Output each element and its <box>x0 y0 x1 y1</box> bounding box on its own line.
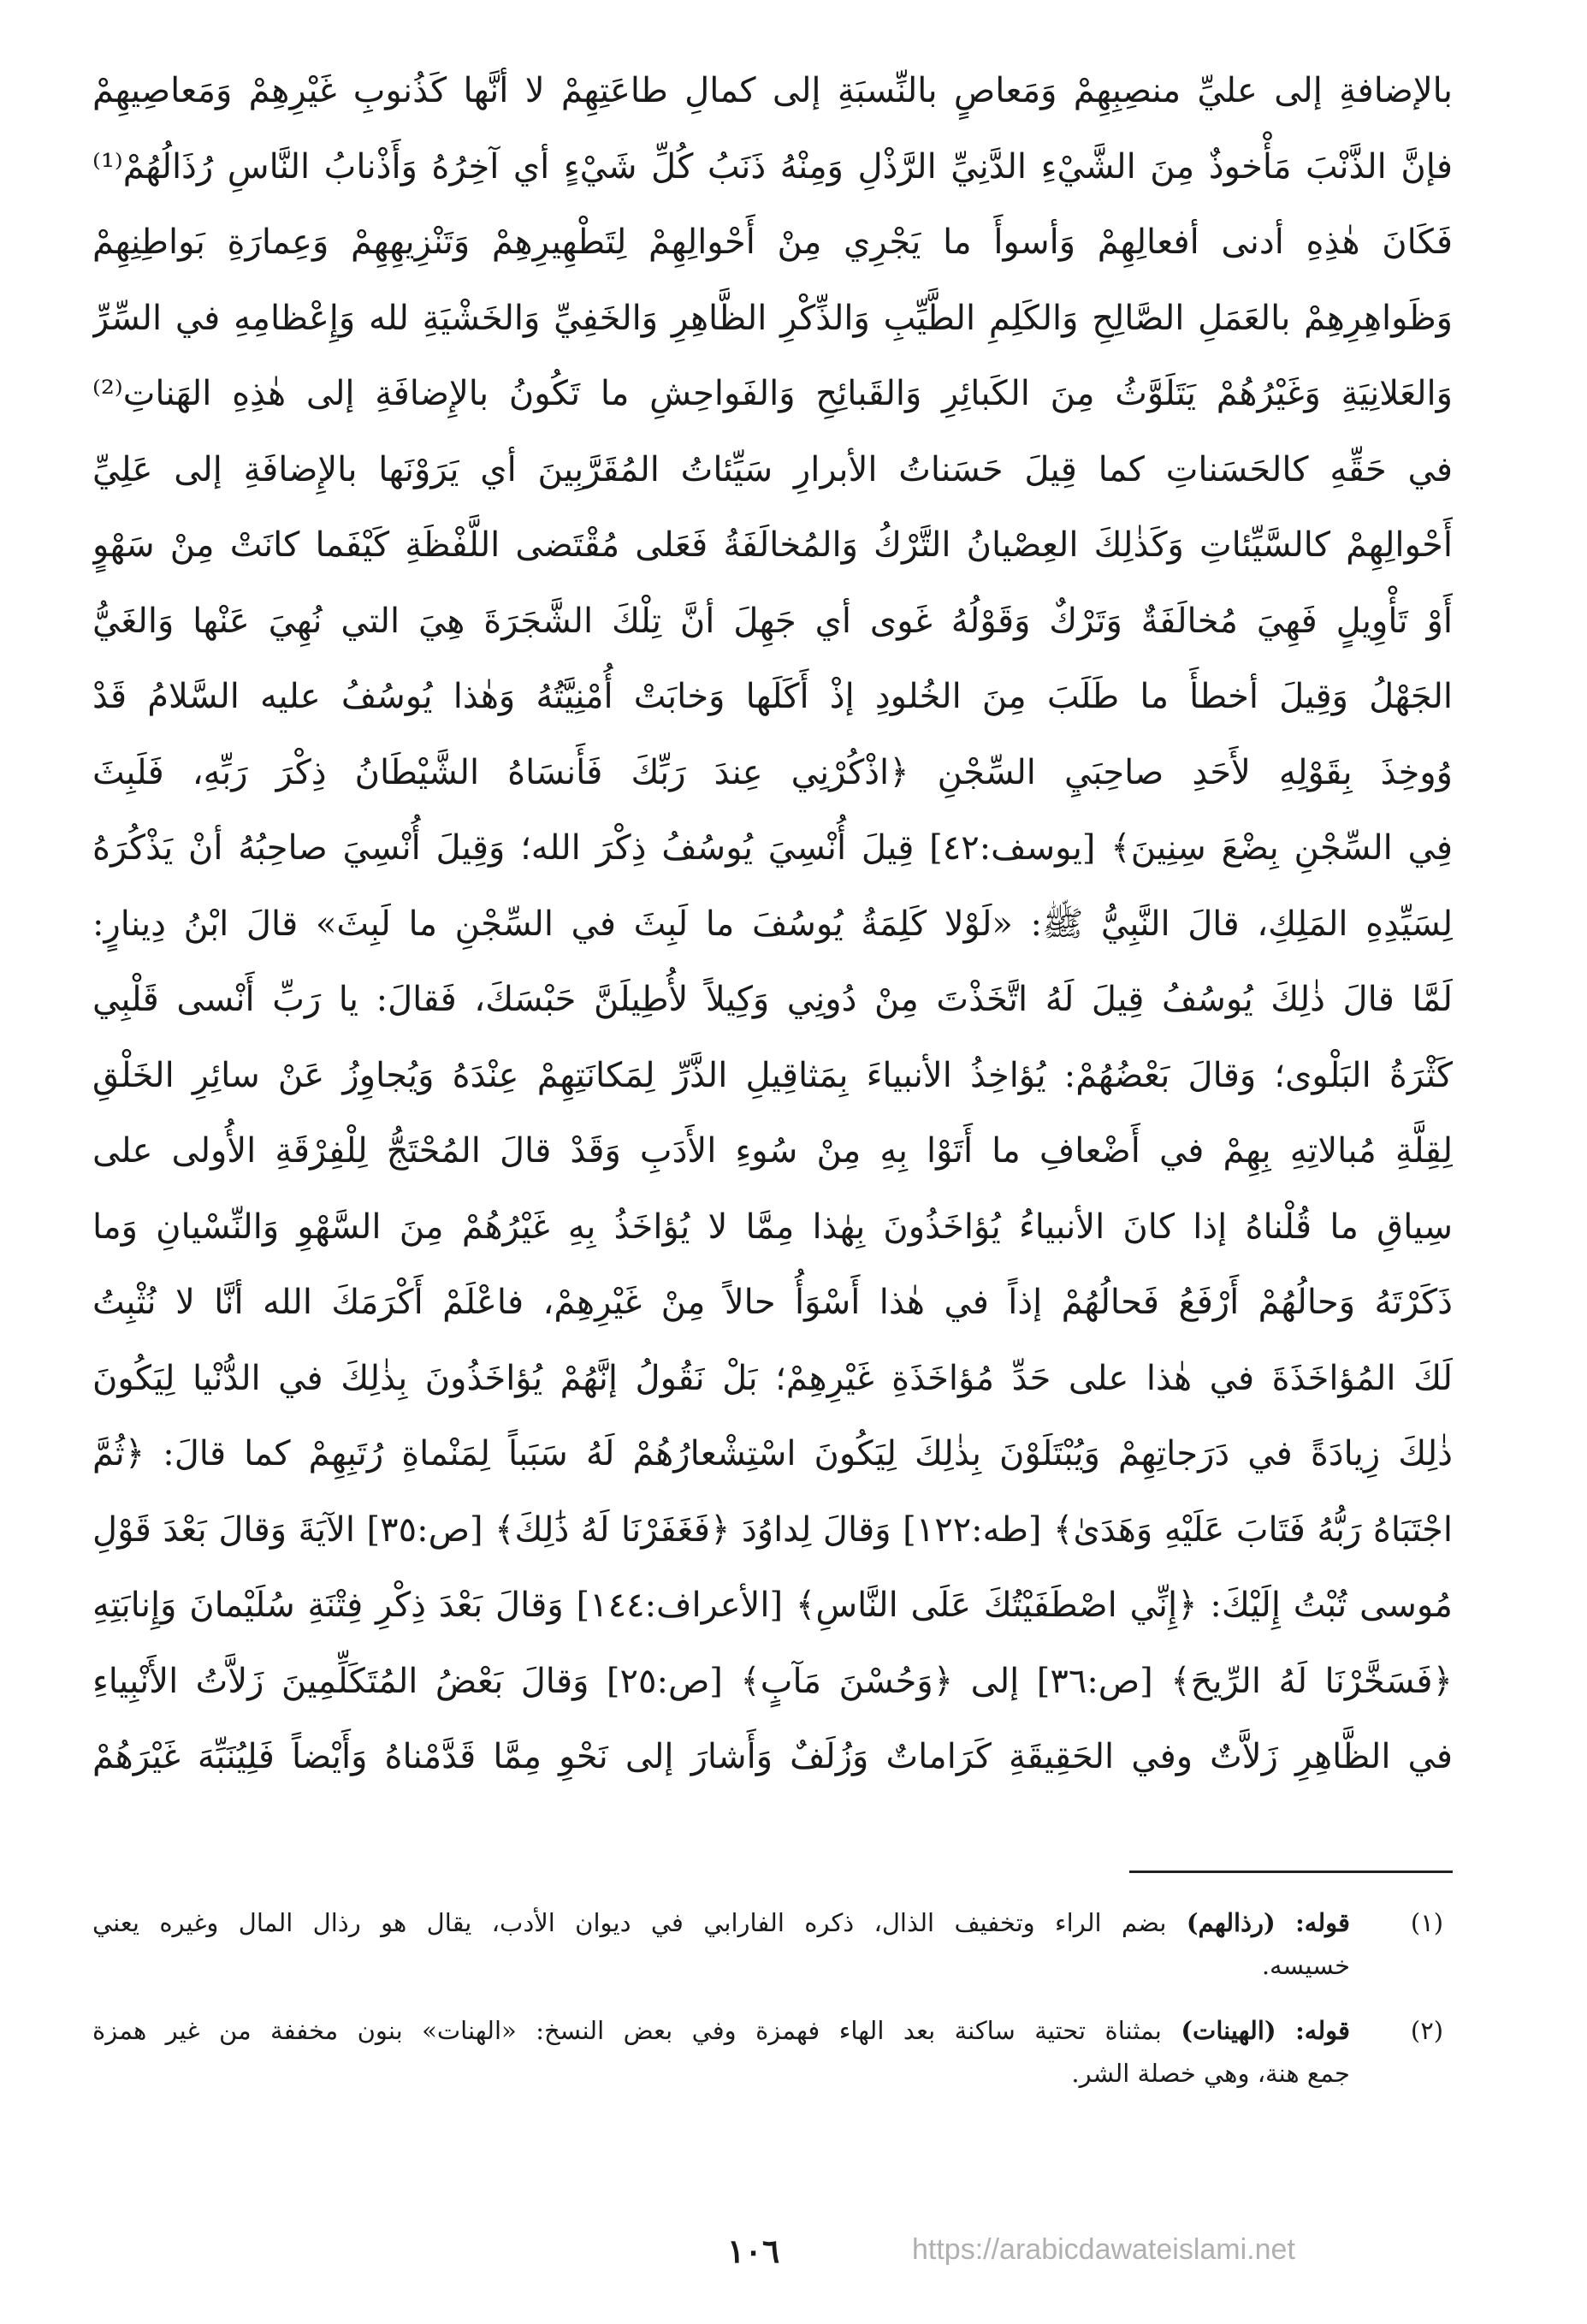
text-line: ذٰلِكَ زِيادَةً في دَرَجاتِهِمْ وَيُبْتَلَوْنَ بِذٰلِكَ لِيَكُونَ اسْتِشْعارُهُمْ لَهُ سَبَباً لِمَنْماةِ رُتَبِهِمْ كما قالَ: ﴿ثُمَّ <box>92 1434 1453 1473</box>
footnote-term: (رذالهم) <box>1186 1908 1276 1937</box>
footnote-label: قوله: <box>1295 2016 1351 2045</box>
footnote-line: خسيسه. <box>1261 1951 1350 1980</box>
page-number: ١٠٦ <box>727 2232 780 2270</box>
footnote-line <box>92 1901 1350 1944</box>
text-line: فَكَانَ هٰذِهِ أدنى أفعالِهِمْ وَأسوأَ ما يَجْرِي مِنْ أَحْوالِهِمْ لِتَطْهِيرِهِمْ وَتَنْزِيهِهِمْ وَعِمارَةِ بَواطِنِهِمْ <box>92 222 1453 262</box>
text-line: أَوْ تَأْوِيلٍ فَهِيَ مُخالَفَةٌ وَتَرْكٌ وَقَوْلُهُ غَوى أي جَهِلَ أنَّ تِلْكَ الشَّجَرَةَ هِيَ التي نُهِيَ عَنْها وَالغَيُّ <box>92 601 1453 641</box>
text-line: أَحْوالِهِمْ كالسَّيِّئاتِ وَكَذٰلِكَ العِصْيانُ التَّرْكُ وَالمُخالَفَةُ فَعَلى مُقْتَضى اللَّفْظَةِ كَيْفَما كانَتْ مِنْ سَهْوٍ <box>92 525 1453 565</box>
text-line: سِياقِ ما قُلْناهُ إذا كانَ الأنبياءُ يُؤاخَذُونَ بِهٰذا مِمَّا لا يُؤاخَذُ بِهِ غَيْرُهُمْ مِنَ السَّهْوِ وَالنِّسْيانِ وَما <box>92 1206 1453 1247</box>
text-line: بالإضافةِ إلى عليِّ منصِبِهِمْ وَمَعاصٍ بالنِّسبَةِ إلى كمالِ طاعَتِهِمْ لا أنَّها كَذُنوبِ غَيْرِهِمْ وَمَعاصِيهِمْ <box>92 71 1453 110</box>
footnote-separator <box>1129 1870 1453 1873</box>
footnotes <box>92 1901 1453 2117</box>
main-text-block <box>92 53 1453 1795</box>
footnote-term: (الهينات) <box>1181 2016 1276 2045</box>
text-line: في الظَّاهِرِ زَلاَّتٌ وفي الحَقِيقَةِ كَرَاماتٌ وَزُلَفٌ وَأَشارَ إلى نَحْوِ مِمَّا قَدَّمْناهُ وَأَيْضاً فَلِيُنَبِّهَ غَيْرَهُمْ <box>92 1737 1453 1776</box>
text-line: لَمَّا قالَ ذٰلِكَ يُوسُفُ قِيلَ لَهُ اتَّخَذْتَ مِنْ دُونِي وَكِيلاً لأُطِيلَنَّ حَبْسَكَ، فَقالَ: يا رَبِّ أَنْسى قَلْبِي <box>92 980 1453 1019</box>
text-line: اجْتَبَاهُ رَبُّهُ فَتَابَ عَلَيْهِ وَهَدَىٰ﴾ [طه:١٢٢] وَقالَ لِداوُدَ ﴿فَغَفَرْنَا لَهُ ذَٰلِكَ﴾ [ص:٣٥] الآيَةَ وَقالَ بَعْدَ قَوْلِ <box>92 1509 1453 1550</box>
text-line: وَالعَلانِيَةِ وَغَيْرُهُمْ يَتَلَوَّثُ مِنَ الكَبائِرِ وَالقَبائِحِ وَالفَواحِشِ ما تَكُونُ بالإِضافَةِ إلى هٰذِهِ الهَناتِ⁽²⁾ <box>92 374 1453 413</box>
text-line: وُوخِذَ بِقَوْلِهِ لأَحَدِ صاحِبَيِ السِّجْنِ ﴿اذْكُرْنِي عِندَ رَبِّكَ فَأَنسَاهُ الشَّيْطَانُ ذِكْرَ رَبِّهِ، فَلَبِثَ <box>92 752 1453 792</box>
footnote-number: (١) <box>1410 1908 1444 1937</box>
text-line: لَكَ المُؤاخَذَةَ في هٰذا على حَدِّ مُؤاخَذَةِ غَيْرِهِمْ؛ بَلْ نَقُولُ إنَّهُمْ يُؤاخَذُونَ بِذٰلِكَ في الدُّنْيا لِيَكُونَ <box>92 1358 1453 1398</box>
text-line: كَثْرَةُ البَلْوى؛ وَقالَ بَعْضُهُمْ: يُؤاخِذُ الأنبياءَ بِمَثاقِيلِ الذَّرِّ لِمَكانَتِهِمْ عِنْدَهُ وَيُجاوِزُ عَنْ سائِرِ الخَلْقِ <box>92 1055 1453 1095</box>
footnote-2 <box>92 2009 1453 2095</box>
footnote-line: جمع هنة، وهي خصلة الشر. <box>1071 2059 1350 2088</box>
text-line: ذَكَرْتَهُ وَحالُهُمْ أَرْفَعُ فَحالُهُمْ إذاً في هٰذا أَسْوَأُ حالاً مِنْ غَيْرِهِمْ، فاعْلَمْ أَكْرَمَكَ الله أنَّا لا نُثْبِتُ <box>92 1283 1453 1322</box>
text-line: وَظَواهِرِهِمْ بالعَمَلِ الصَّالِحِ وَالكَلِمِ الطَّيِّبِ وَالذِّكْرِ الظَّاهِرِ وَالخَفِيِّ وَالخَشْيَةِ لله وَإِعْظامِهِ في السِّرِّ <box>92 298 1453 338</box>
watermark-url: https://arabicdawateislami.net <box>912 2233 1295 2266</box>
footnote-text: بمثناة تحتية ساكنة بعد الهاء فهمزة وفي بعض النسخ: «الهنات» بنون مخففة من غير همزة <box>92 2016 1162 2045</box>
footnote-line <box>92 2009 1350 2052</box>
text-line: لِقِلَّةِ مُبالاتِهِ بِهِمْ في أَضْعافِ ما أَتَوْا بِهِ مِنْ سُوءِ الأَدَبِ وَقَدْ قالَ المُحْتَجُّ لِلْفِرْقَةِ الأُولى على <box>92 1131 1453 1171</box>
text-line: في حَقِّهِ كالحَسَناتِ كما قِيلَ حَسَناتُ الأبرارِ سَيِّئاتُ المُقَرَّبِينَ أي يَرَوْنَها بالإِضافَةِ إلى عَلِيِّ <box>92 449 1453 489</box>
footnote-text: بضم الراء وتخفيف الذال، ذكره الفارابي في ديوان الأدب، يقال هو رذال المال وغيره يعني <box>92 1908 1167 1937</box>
text-line: فإنَّ الذَّنْبَ مَأْخوذٌ مِنَ الشَّيْءِ الدَّنِيِّ الرَّذْلِ وَمِنْهُ ذَنَبُ كُلِّ شَيْءٍ أي آخِرُهُ وَأَذْنابُ النَّاسِ رُذَالُهُمْ⁽¹⁾ <box>92 146 1453 187</box>
text-line: مُوسى تُبْتُ إِلَيْكَ: ﴿إِنِّي اصْطَفَيْتُكَ عَلَى النَّاسِ﴾ [الأعراف:١٤٤] وَقالَ بَعْدَ ذِكْرِ فِتْنَةِ سُلَيْمانَ وَإِنابَتِهِ <box>92 1586 1453 1625</box>
text-line: فِي السِّجْنِ بِضْعَ سِنِينَ﴾ [يوسف:٤٢] قِيلَ أُنْسِيَ يُوسُفُ ذِكْرَ الله؛ وَقِيلَ أُنْسِيَ صاحِبُهُ أنْ يَذْكُرَهُ <box>92 828 1453 868</box>
footnote-number: (٢) <box>1410 2016 1444 2045</box>
footnote-1 <box>92 1901 1453 1987</box>
text-line: الجَهْلُ وَقِيلَ أخطأَ ما طَلَبَ مِنَ الخُلودِ إذْ أَكَلَها وَخابَتْ أُمْنِيَّتُهُ وَهٰذا يُوسُفُ عليه السَّلامُ قَدْ <box>92 677 1453 716</box>
text-line: ﴿فَسَخَّرْنَا لَهُ الرِّيحَ﴾ [ص:٣٦] إلى ﴿وَحُسْنَ مَآبٍ﴾ [ص:٢٥] وَقالَ بَعْضُ المُتَكَلِّمِينَ زَلاَّتُ الأَنْبِياءِ <box>92 1661 1453 1701</box>
text-line: لِسَيِّدِهِ المَلِكِ، قالَ النَّبِيُّ ﷺ: «لَوْلا كَلِمَةُ يُوسُفَ ما لَبِثَ في السِّجْنِ ما لَبِثَ» قالَ ابْنُ دِينارٍ: <box>92 904 1453 944</box>
footnote-label: قوله: <box>1295 1908 1351 1937</box>
